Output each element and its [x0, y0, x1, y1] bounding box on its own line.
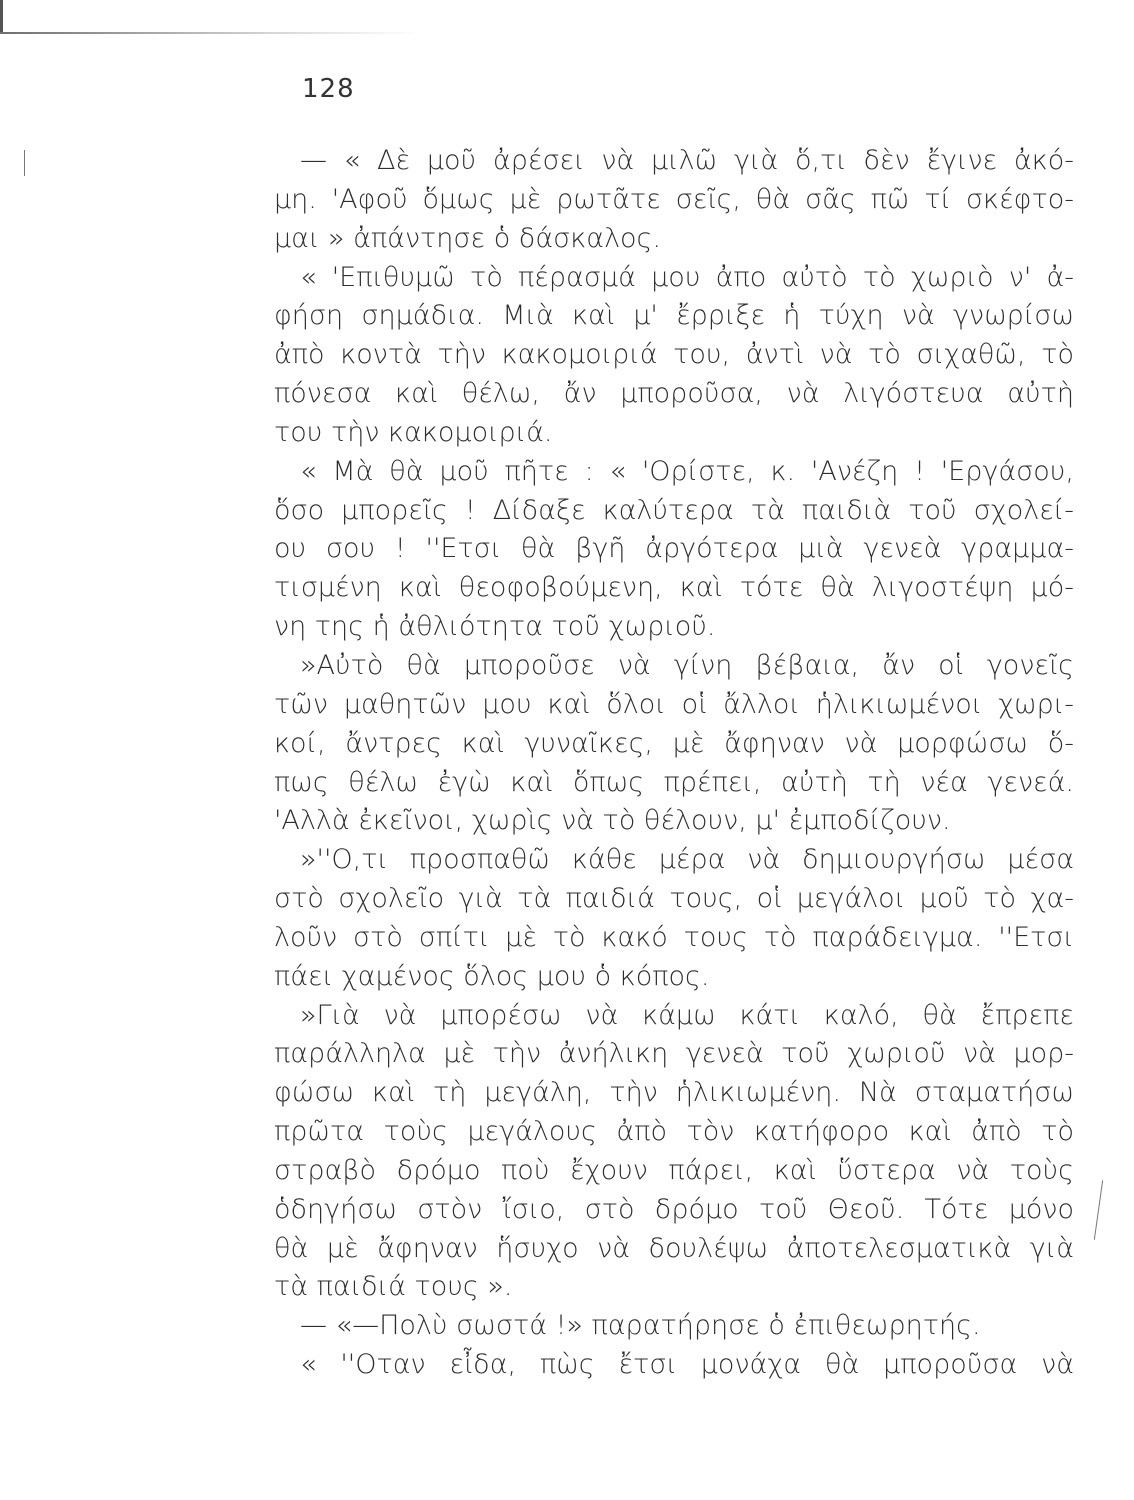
text-line: »''Ο,τι προσπαθῶ κάθε μέρα νὰ δημιουργήσω μέσα — [300, 844, 1074, 876]
text-line: στὸ σχολεῖο γιὰ τὰ παιδιά τους, οἱ μεγάλοι μοῦ τὸ χα- — [274, 883, 1074, 915]
text-line: ου σου ! ''Ετσι θὰ βγῆ ἀργότερα μιὰ γενεὰ γραμμα- — [274, 533, 1074, 565]
text-line: φήση σημάδια. Μιὰ καὶ μ' ἔρριξε ἡ τύχη νὰ γνωρίσω — [274, 300, 1074, 332]
text-line: « Μὰ θὰ μοῦ πῆτε : « 'Ορίστε, κ. 'Ανέζη ! 'Εργάσου, — [300, 455, 1074, 487]
body-text — [274, 142, 1074, 1385]
text-line: ὁδηγήσω στὸν ἴσιο, στὸ δρόμο τοῦ Θεοῦ. Τότε μόνο — [274, 1193, 1074, 1225]
text-line: τῶν μαθητῶν μου καὶ ὅλοι οἱ ἄλλοι ἡλικιωμένοι χωρι- — [274, 688, 1074, 720]
text-line: του τὴν κακομοιριά. — [274, 416, 553, 448]
text-line: νη της ἡ ἀθλιότητα τοῦ χωριοῦ. — [274, 611, 716, 643]
text-line: παράλληλα μὲ τὴν ἀνήλικη γενεὰ τοῦ χωριοῦ νὰ μορ- — [274, 1038, 1074, 1070]
text-line: ἀπὸ κοντὰ τὴν κακομοιριά του, ἀντὶ νὰ τὸ σιχαθῶ, τὸ — [274, 339, 1074, 371]
margin-mark-right — [1094, 1180, 1103, 1240]
text-line: τισμένη καὶ θεοφοβούμενη, καὶ τότε θὰ λιγοστέψη μό- — [274, 572, 1074, 604]
text-line: φώσω καὶ τὴ μεγάλη, τὴν ἡλικιωμένη. Νὰ σταματήσω — [274, 1077, 1074, 1109]
text-line: »Αὐτὸ θὰ μποροῦσε νὰ γίνη βέβαια, ἄν οἱ γονεῖς — [300, 649, 1074, 681]
scan-edge-top — [0, 32, 420, 34]
text-line: λοῦν στὸ σπίτι μὲ τὸ κακό τους τὸ παράδειγμα. ''Ετσι — [274, 921, 1074, 953]
text-line: πάει χαμένος ὅλος μου ὁ κόπος. — [274, 960, 710, 992]
text-line: « 'Επιθυμῶ τὸ πέρασμά μου ἀπο αὐτὸ τὸ χωριὸ ν' ἀ- — [300, 261, 1074, 293]
text-line: — «—Πολὺ σωστά !» παρατήρησε ὁ ἐπιθεωρητής. — [300, 1310, 981, 1342]
text-line: πόνεσα καὶ θέλω, ἄν μποροῦσα, νὰ λιγόστευα αὐτὴ — [274, 378, 1074, 410]
text-line: — « Δὲ μοῦ ἀρέσει νὰ μιλῶ γιὰ ὅ,τι δὲν ἔγινε ἀκό- — [300, 145, 1074, 176]
text-line: κοί, ἄντρες καὶ γυναῖκες, μὲ ἄφηναν νὰ μορφώσω ὅ- — [274, 727, 1074, 759]
text-line: τὰ παιδιά τους ». — [274, 1271, 513, 1303]
text-line: ὅσο μπορεῖς ! Δίδαξε καλύτερα τὰ παιδιὰ τοῦ σχολεί- — [274, 494, 1074, 526]
text-line: στραβὸ δρόμο ποὺ ἔχουν πάρει, καὶ ὕστερα νὰ τοὺς — [274, 1154, 1074, 1186]
text-line: θὰ μὲ ἄφηναν ἥσυχο νὰ δουλέψω ἀποτελεσματικὰ γιὰ — [274, 1232, 1074, 1264]
text-line: « ''Οταν εἶδα, πὼς ἔτσι μονάχα θὰ μποροῦσα νὰ — [300, 1349, 1074, 1381]
text-line: »Γιὰ νὰ μπορέσω νὰ κάμω κάτι καλό, θὰ ἔπρεπε — [300, 999, 1074, 1031]
text-line: πρῶτα τοὺς μεγάλους ἀπὸ τὸν κατήφορο καὶ ἀπὸ τὸ — [274, 1116, 1074, 1148]
text-line: 'Αλλὰ ἐκεῖνοι, χωρὶς νὰ τὸ θέλουν, μ' ἐμποδίζουν. — [274, 805, 951, 837]
text-line: μη. 'Αφοῦ ὅμως μὲ ρωτᾶτε σεῖς, θὰ σᾶς πῶ τί σκέφτο- — [274, 183, 1074, 215]
text-line: μαι » ἀπάντησε ὁ δάσκαλος. — [274, 222, 661, 254]
scan-edge-left — [0, 0, 3, 34]
text-line: πως θέλω ἐγὼ καὶ ὅπως πρέπει, αὐτὴ τὴ νέα γενεά. — [274, 766, 1074, 798]
page-number: 128 — [302, 74, 355, 104]
margin-mark-left — [24, 150, 25, 176]
